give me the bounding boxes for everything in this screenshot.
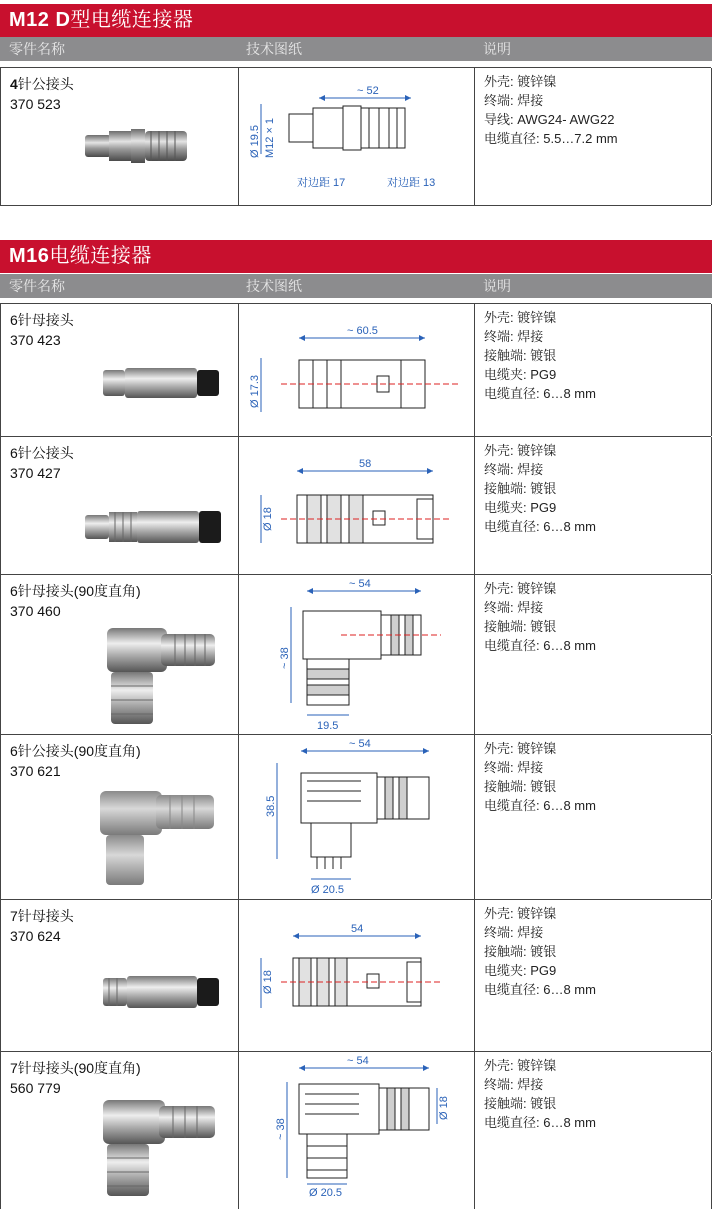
technical-drawing — [241, 737, 473, 897]
svg-text:58: 58 — [359, 458, 372, 470]
header-drawing: 技术图纸 — [246, 278, 302, 294]
svg-text:19.5: 19.5 — [317, 720, 339, 732]
table-row — [0, 1051, 711, 1209]
connector-photo — [96, 785, 221, 895]
svg-text:Ø 18: Ø 18 — [262, 970, 274, 994]
connector-photo — [101, 620, 221, 730]
part-name: 6针公接头(90度直角) 370 621 — [10, 743, 141, 779]
technical-drawing — [241, 76, 473, 196]
connector-photo — [101, 972, 221, 1012]
svg-text:54: 54 — [351, 923, 364, 935]
table-row — [0, 67, 711, 206]
table-header-m12 — [0, 37, 712, 61]
table-row — [0, 436, 711, 574]
header-part-name: 零件名称 — [9, 278, 65, 294]
technical-drawing — [241, 1054, 473, 1204]
description: 外壳: 镀锌镍 终端: 焊接 接触端: 镀银 电缆直径: 6…8 mm — [484, 581, 596, 653]
part-number: 560 779 — [10, 1080, 61, 1096]
header-description: 说明 — [483, 278, 511, 294]
connector-photo — [81, 123, 201, 168]
part-number: 370 621 — [10, 763, 61, 779]
description: 外壳: 镀锌镍 终端: 焊接 接触端: 镀银 电缆直径: 6…8 mm — [484, 1058, 596, 1130]
svg-text:对边距 17: 对边距 17 — [297, 177, 346, 189]
part-number: 370 423 — [10, 332, 61, 348]
description: 外壳: 镀锌镍 终端: 焊接 接触端: 镀银 电缆直径: 6…8 mm — [484, 741, 596, 813]
part-name: 4针公接头 370 523 — [10, 76, 74, 112]
technical-drawing — [241, 914, 473, 1034]
description: 外壳: 镀锌镍 终端: 焊接 接触端: 镀银 电缆夹: PG9 电缆直径: 6…8 mm — [484, 310, 596, 401]
part-number: 370 427 — [10, 465, 61, 481]
connector-photo — [101, 364, 221, 402]
connector-photo — [99, 1092, 221, 1202]
part-name: 6针母接头 370 423 — [10, 312, 74, 348]
svg-text:Ø 20.5: Ø 20.5 — [309, 1187, 343, 1199]
part-name: 6针公接头 370 427 — [10, 445, 74, 481]
technical-drawing — [241, 577, 473, 733]
part-number: 370 624 — [10, 928, 61, 944]
table-row — [0, 734, 711, 899]
svg-text:~ 54: ~ 54 — [349, 578, 371, 590]
svg-text:Ø 20.5: Ø 20.5 — [311, 884, 345, 896]
description: 外壳: 镀锌镍 终端: 焊接 接触端: 镀银 电缆夹: PG9 电缆直径: 6…8 mm — [484, 443, 596, 534]
section-title-m12: M12 D型电缆连接器 — [0, 4, 712, 37]
svg-text:Ø 17.3: Ø 17.3 — [249, 374, 261, 408]
header-description: 说明 — [483, 41, 511, 57]
svg-text:Ø 18: Ø 18 — [262, 507, 274, 531]
header-drawing: 技术图纸 — [246, 41, 302, 57]
table-row — [0, 303, 711, 436]
description: 外壳: 镀锌镍 终端: 焊接 接触端: 镀银 电缆夹: PG9 电缆直径: 6…8 mm — [484, 906, 596, 997]
svg-text:~ 60.5: ~ 60.5 — [347, 325, 378, 337]
technical-drawing — [241, 316, 473, 426]
technical-drawing — [241, 449, 473, 559]
section-title-m16: M16电缆连接器 — [0, 240, 712, 273]
part-number: 370 460 — [10, 603, 61, 619]
table-row — [0, 899, 711, 1051]
svg-text:Ø 18: Ø 18 — [438, 1096, 450, 1120]
description: 外壳: 镀锌镍 终端: 焊接 导线: AWG24- AWG22 电缆直径: 5.5…7.2 mm — [484, 74, 618, 146]
svg-text:对边距 13: 对边距 13 — [387, 177, 436, 189]
svg-text:~ 54: ~ 54 — [349, 738, 371, 750]
connector-photo — [83, 507, 223, 547]
svg-text:38.5: 38.5 — [265, 795, 277, 817]
part-name: 6针母接头(90度直角) 370 460 — [10, 583, 141, 619]
header-part-name: 零件名称 — [9, 41, 65, 57]
table-row — [0, 574, 711, 734]
part-name: 7针母接头 370 624 — [10, 908, 74, 944]
svg-text:~ 54: ~ 54 — [347, 1055, 369, 1067]
svg-text:Ø 19.5: Ø 19.5 — [249, 124, 261, 158]
svg-text:~ 38: ~ 38 — [279, 647, 291, 669]
svg-text:M12 × 1: M12 × 1 — [264, 117, 276, 158]
part-number: 370 523 — [10, 96, 61, 112]
part-name: 7针母接头(90度直角) 560 779 — [10, 1060, 141, 1096]
svg-text:~ 52: ~ 52 — [357, 85, 379, 97]
table-header-m16 — [0, 274, 712, 298]
svg-text:~ 38: ~ 38 — [275, 1118, 287, 1140]
